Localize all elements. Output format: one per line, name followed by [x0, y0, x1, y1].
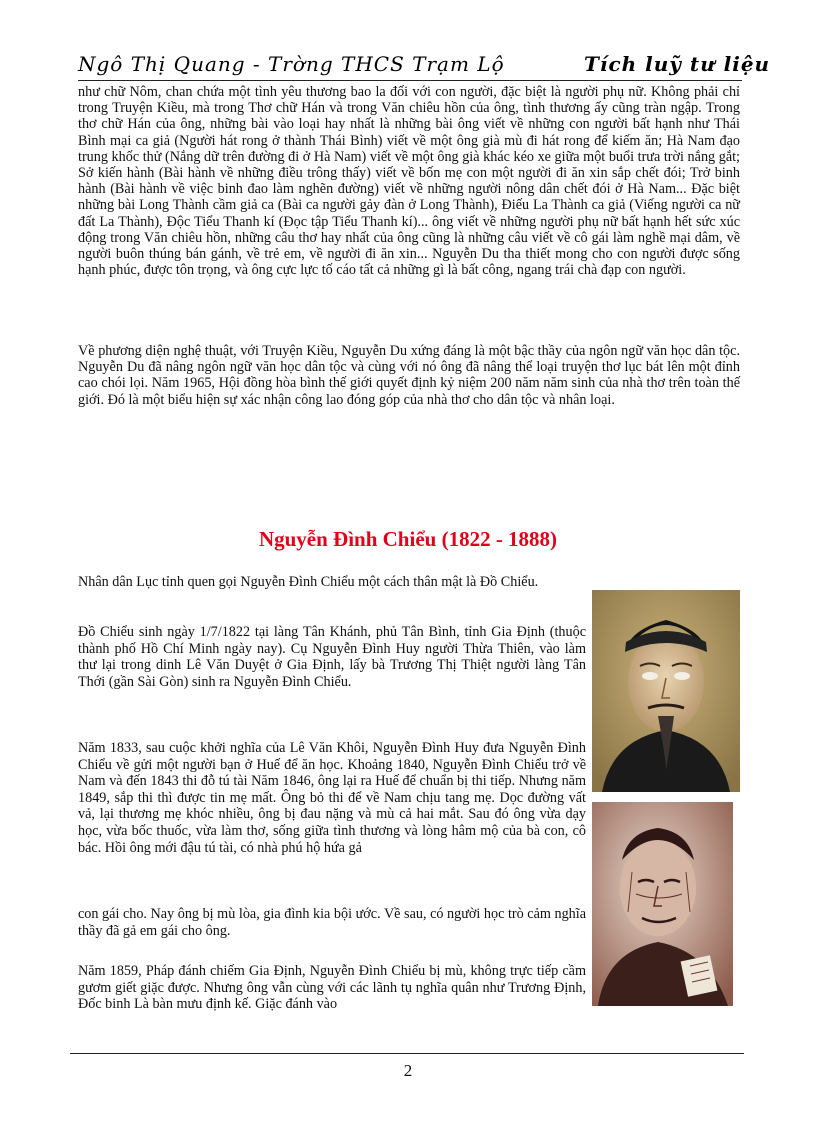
header-divider — [78, 80, 742, 81]
portrait-sketch — [592, 802, 733, 1006]
page-number: 2 — [403, 1061, 413, 1080]
header-topic: Tích luỹ tư liệu — [584, 52, 771, 76]
portrait-painting — [592, 590, 740, 792]
paragraph-do-chieu-resistance: Năm 1859, Pháp đánh chiếm Gia Định, Nguyễn Đình Chiểu bị mù, không trực tiếp cầm gươm giết giặc được. Nhưng ông vẫn cùng với các lãnh tụ nghĩa quân như Trương Định, Đốc binh Là bàn mưu định kế. Giặc đánh vào — [78, 963, 586, 1013]
paragraph-do-chieu-marriage: con gái cho. Nay ông bị mù lòa, gia đình kia bội ước. Về sau, có người học trò cảm nghĩa thầy đã gả em gái cho ông. — [78, 906, 586, 939]
header-author: Ngô Thị Quang - Trờng THCS Trạm Lộ — [78, 52, 505, 76]
paragraph-do-chieu-birth: Đồ Chiểu sinh ngày 1/7/1822 tại làng Tân Khánh, phủ Tân Bình, tỉnh Gia Định (thuộc thành phố Hồ Chí Minh ngày nay). Cụ Nguyễn Đình Huy người Thừa Thiên, vào làm thư lại trong dinh Lê Văn Duyệt ở Gia Định, lấy bà Trương Thị Thiệt người làng Tân Thới (gần Sài Gòn) sinh ra Nguyễn Đình Chiểu. — [78, 624, 586, 690]
paragraph-nguyen-du-themes: như chữ Nôm, chan chứa một tình yêu thương bao la đối với con người, đặc biệt là người phụ nữ. Không phải chỉ trong Truyện Kiều, mà trong Thơ chữ Hán và trong Văn chiêu hồn của ông, tình thương ấy cũng tràn ngập. Trong thơ chữ Hán của ông, những bài vào loại hay nhất là những bài ông viết về những con người bất hạnh như Thái Bình mại ca giả (Người hát rong ở thành Thái Bình) viết về một ông già mù đi hát rong để kiếm ăn; Hà Nam đạo trung khốc thử (Nắng dữ trên đường đi ở Hà Nam) viết về một ông già khác kéo xe giữa một buổi trưa trời nắng gắt; Sở kiến hành (Bài hành về những điều trông thấy) viết về bốn mẹ con một người đi ăn xin sắp chết đói; Trở binh hành (Bài hành về việc binh đao làm nghẽn đường) viết về những người nông dân chết đói ở Hà Nam... Đặc biệt những bài Long Thành cầm giả ca (Bài ca người gảy đàn ở Long Thành), Điếu La Thành ca giả (Viếng người ca nữ đất La Thành), Độc Tiểu Thanh kí (Đọc tập Tiểu Thanh kí)... ông viết về những người phụ nữ bất hạnh hết sức xúc động trong Văn chiêu hồn, những câu thơ hay nhất của ông cũng là những câu viết về cô gái làm nghề mại dâm, về người buôn thúng bán gánh, về trẻ em, về người đi ăn xin... Nguyễn Du tha thiết mong cho con người được sống hạnh phúc, được tôn trọng, và ông cực lực tố cáo tất cả những gì là bất công, ngang trái chà đạp con người. — [78, 84, 740, 279]
paragraph-do-chieu-intro: Nhân dân Lục tỉnh quen gọi Nguyễn Đình Chiểu một cách thân mật là Đồ Chiểu. — [78, 574, 539, 590]
footer-divider — [70, 1053, 744, 1054]
section-title: Nguyễn Đình Chiểu (1822 - 1888) — [258, 527, 558, 551]
paragraph-nguyen-du-art: Về phương diện nghệ thuật, với Truyện Kiều, Nguyễn Du xứng đáng là một bậc thầy của ngôn ngữ văn học dân tộc. Nguyễn Du đã nâng ngôn ngữ văn học dân tộc và cùng với nó ông đã nâng thể loại truyện thơ lục bát lên một đỉnh cao chói lọi. Năm 1965, Hội đồng hòa bình thế giới quyết định kỷ niệm 200 năm năm sinh của nhà thơ trên toàn thế giới. Đó là một biểu hiện sự xác nhận công lao đóng góp của nhà thơ cho dân tộc và nhân loại. — [78, 343, 740, 408]
paragraph-do-chieu-life: Năm 1833, sau cuộc khởi nghĩa của Lê Văn Khôi, Nguyễn Đình Huy đưa Nguyễn Đình Chiểu về gửi một người bạn ở Huế để ăn học. Khoảng 1840, Nguyễn Đình Chiểu trở về Nam và đến 1843 thi đỗ tú tài Năm 1846, ông lại ra Huế để chuẩn bị thi tiếp. Nhưng năm 1849, sắp thi thì được tin mẹ mất. Ông bỏ thi để về Nam chịu tang mẹ. Dọc đường vất vả, lại thương mẹ khóc nhiều, ông bị đau nặng và mù cả hai mắt. Sau đó ông vừa dạy học, vừa bốc thuốc, vừa làm thơ, sống giữa tình thương và lòng hâm mộ của bà con, cô bác. Hồi ông mới đậu tú tài, có nhà phú hộ hứa gả — [78, 740, 586, 856]
